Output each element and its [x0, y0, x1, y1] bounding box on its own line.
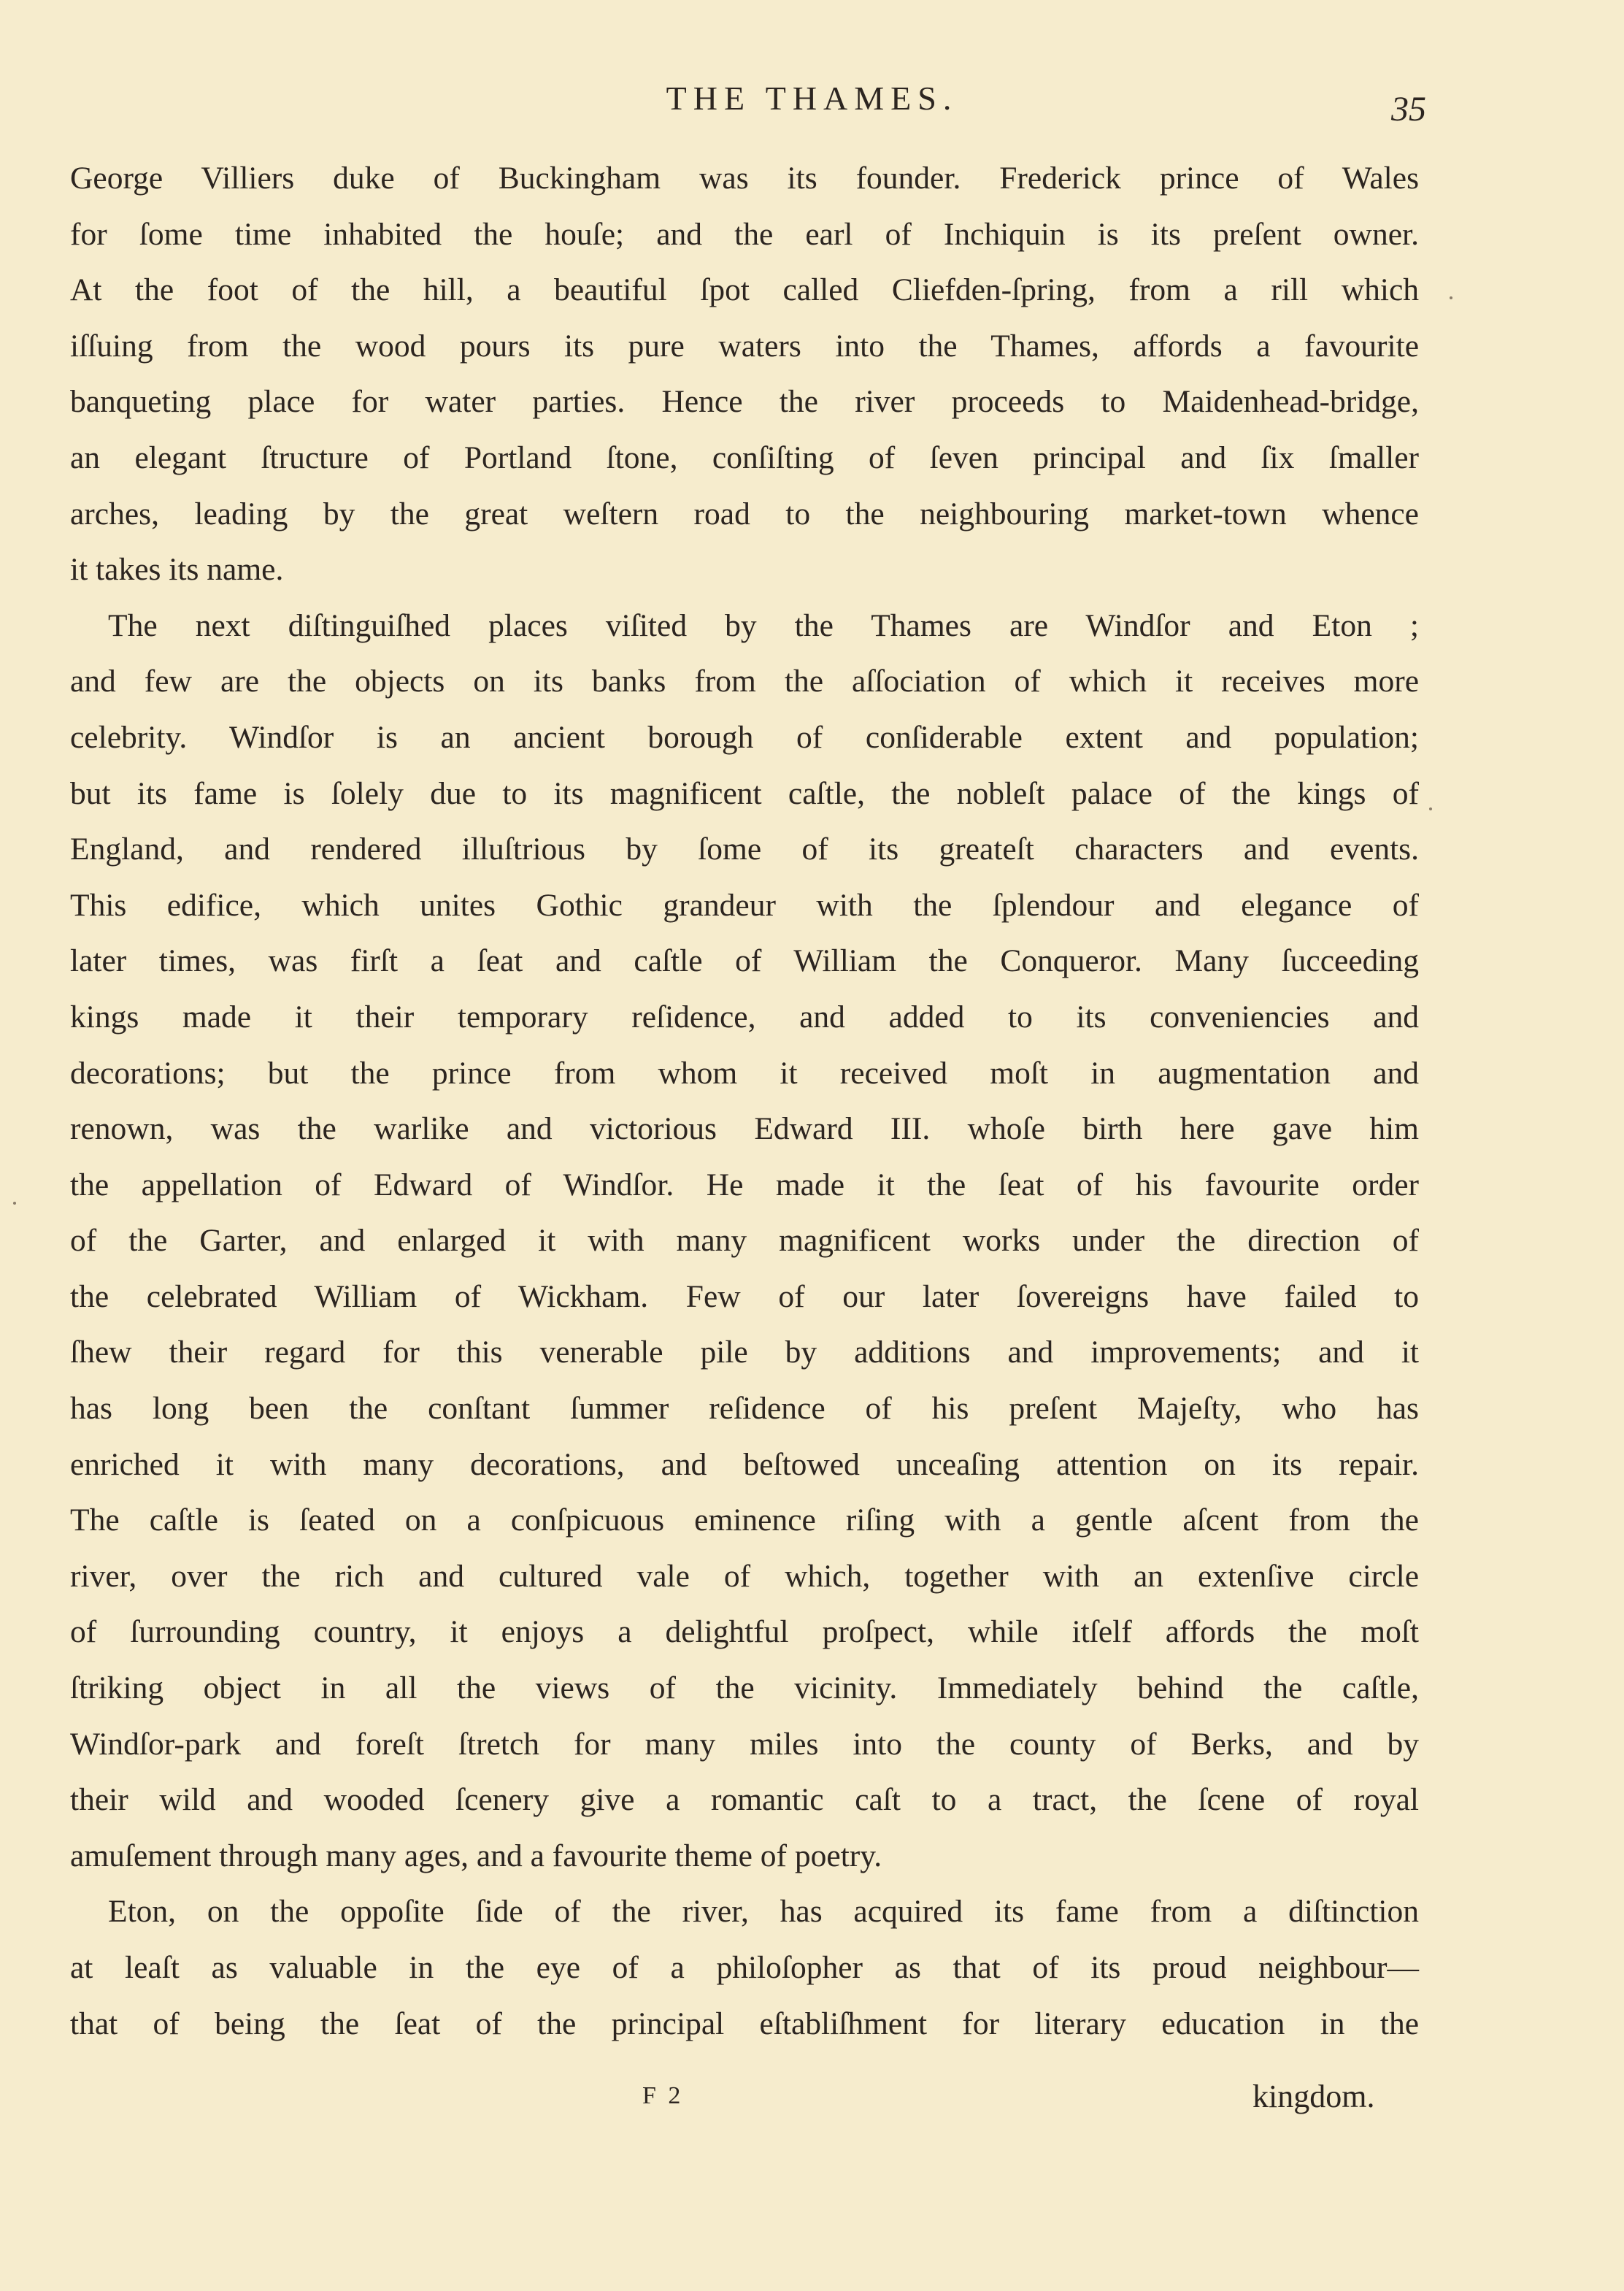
- text-line: The next diſtinguiſhed places viſited by the Thames are Windſor and Eton ;: [108, 607, 1419, 643]
- text-line: This edifice, which unites Gothic grandeur with the ſplendour and elegance of: [70, 887, 1419, 923]
- text-line: an elegant ſtructure of Portland ſtone, conſiſting of ſeven principal and ſix ſmaller: [70, 440, 1419, 475]
- page-number: 35: [1391, 90, 1426, 128]
- text-line: for ſome time inhabited the houſe; and the earl of Inchiquin is its preſent owner.: [70, 216, 1419, 252]
- text-line: celebrity. Windſor is an ancient borough of conſiderable extent and population;: [70, 719, 1419, 755]
- body-text: [70, 150, 1419, 2052]
- text-line: their wild and wooded ſcenery give a romantic caſt to a tract, the ſcene of royal: [70, 1782, 1419, 1818]
- text-line: arches, leading by the great weſtern road to the neighbouring market-town whence: [70, 496, 1419, 532]
- text-line: and few are the objects on its banks from the aſſociation of which it receives more: [70, 664, 1419, 699]
- text-line: it takes its name.: [70, 552, 284, 588]
- text-line: amuſement through many ages, and a favourite theme of poetry.: [70, 1838, 882, 1873]
- text-line: later times, was firſt a ſeat and caſtle of William the Conqueror. Many ſucceeding: [70, 943, 1419, 979]
- running-head: THE THAMES.: [666, 80, 958, 117]
- text-line: the celebrated William of Wickham. Few of our later ſovereigns have failed to: [70, 1278, 1419, 1314]
- text-line: The caſtle is ſeated on a conſpicuous eminence riſing with a gentle aſcent from the: [70, 1503, 1419, 1538]
- text-line: banqueting place for water parties. Hence the river proceeds to Maidenhead-bridge,: [70, 384, 1419, 420]
- text-line: decorations; but the prince from whom it received moſt in augmentation and: [70, 1055, 1419, 1091]
- text-line: ſhew their regard for this venerable pile by additions and improvements; and it: [70, 1335, 1419, 1370]
- text-line: has long been the conſtant ſummer reſidence of his preſent Majeſty, who has: [70, 1391, 1419, 1427]
- text-line: of the Garter, and enlarged it with many magnificent works under the direction of: [70, 1223, 1419, 1259]
- text-line: Eton, on the oppoſite ſide of the river, has acquired its fame from a diſtinction: [108, 1894, 1419, 1930]
- text-line: ſtriking object in all the views of the vicinity. Immediately behind the caſtle,: [70, 1670, 1419, 1706]
- text-line: but its fame is ſolely due to its magnificent caſtle, the nobleſt palace of the kings of: [70, 775, 1419, 811]
- text-line: At the foot of the hill, a beautiful ſpot called Cliefden-ſpring, from a rill which: [70, 272, 1419, 308]
- text-line: enriched it with many decorations, and beſtowed unceaſing attention on its repair.: [70, 1446, 1419, 1482]
- text-line: that of being the ſeat of the principal eſtabliſhment for literary education in the: [70, 2006, 1419, 2041]
- text-line: renown, was the warlike and victorious Edward III. whoſe birth here gave him: [70, 1111, 1419, 1147]
- signature-mark: F 2: [642, 2082, 684, 2109]
- text-line: England, and rendered illuſtrious by ſome of its greateſt characters and events.: [70, 832, 1419, 867]
- text-line: George Villiers duke of Buckingham was its founder. Frederick prince of Wales: [70, 161, 1419, 196]
- margin-speck: [1450, 296, 1452, 299]
- text-line: Windſor-park and foreſt ſtretch for many miles into the county of Berks, and by: [70, 1726, 1419, 1762]
- catchword: kingdom.: [1252, 2079, 1375, 2114]
- text-line: the appellation of Edward of Windſor. He made it the ſeat of his favourite order: [70, 1167, 1419, 1202]
- text-line: of ſurrounding country, it enjoys a delightful proſpect, while itſelf affords the moſt: [70, 1614, 1419, 1650]
- margin-speck: [13, 1202, 16, 1205]
- text-line: kings made it their temporary reſidence, and added to its conveniencies and: [70, 999, 1419, 1035]
- margin-speck: [1429, 807, 1432, 810]
- text-line: iſſuing from the wood pours its pure waters into the Thames, affords a favourite: [70, 328, 1419, 364]
- text-line: at leaſt as valuable in the eye of a philoſopher as that of its proud neighbour—: [70, 1950, 1419, 1985]
- text-line: river, over the rich and cultured vale of which, together with an extenſive circle: [70, 1558, 1419, 1594]
